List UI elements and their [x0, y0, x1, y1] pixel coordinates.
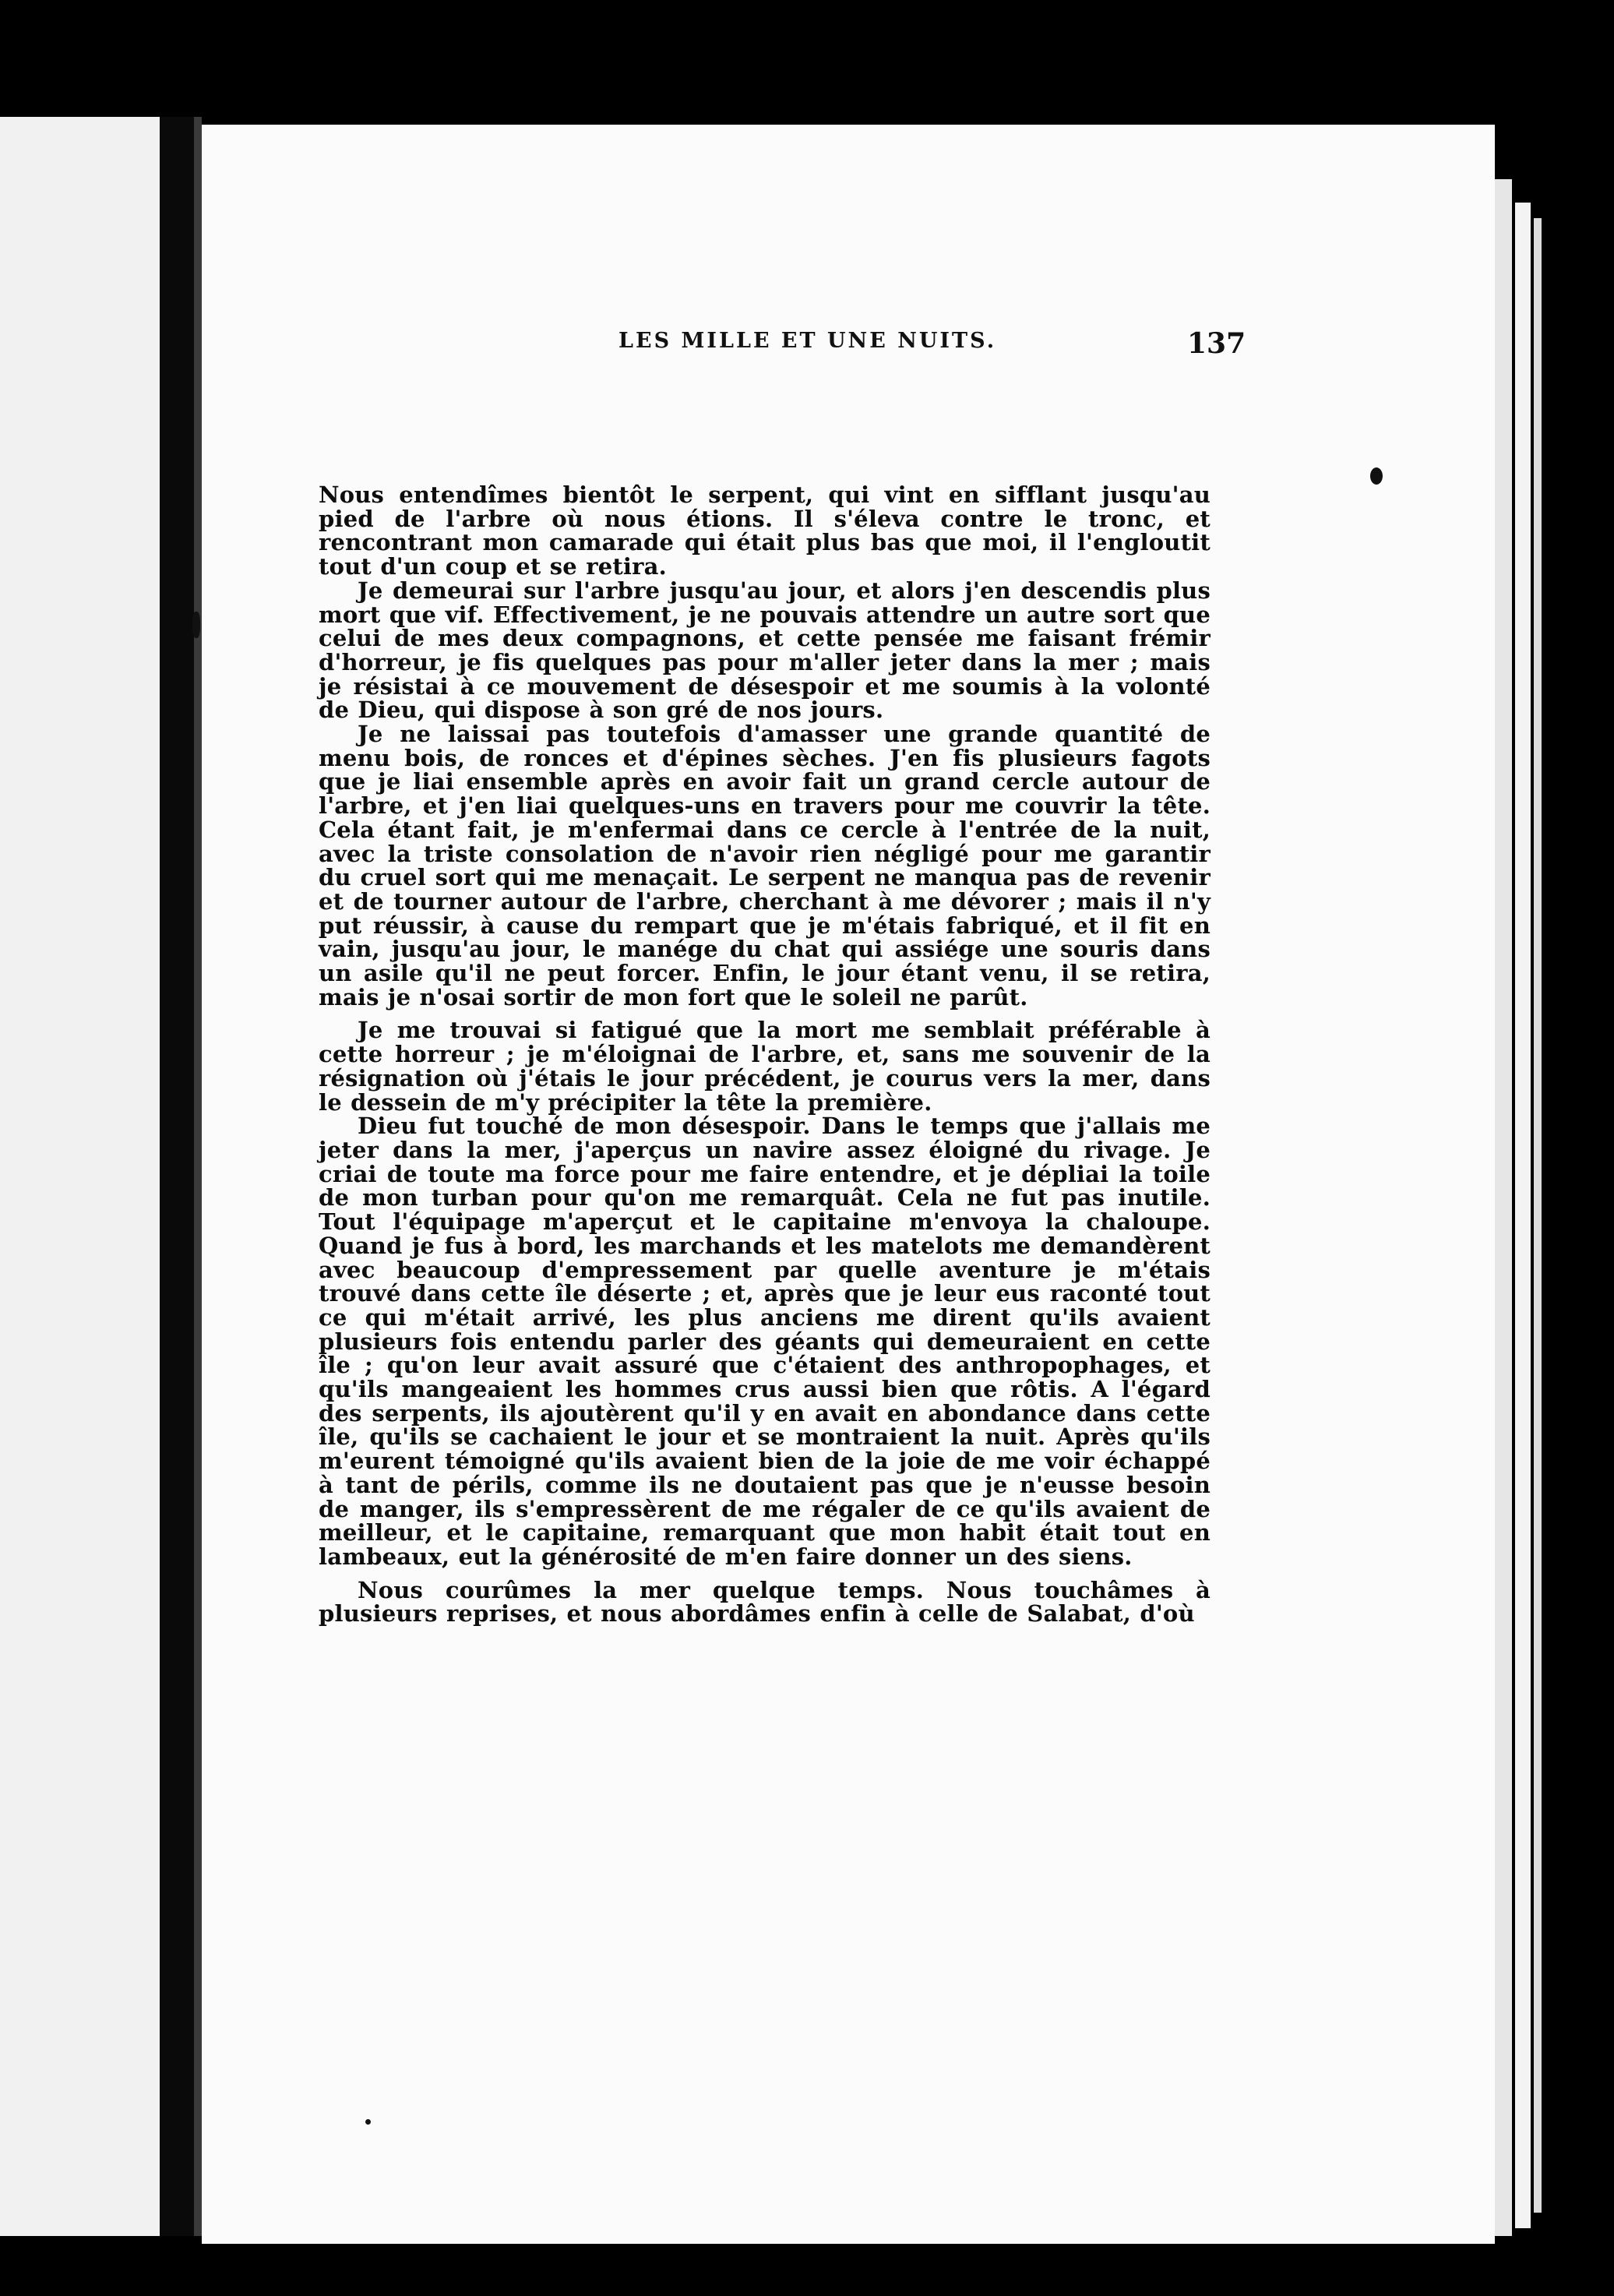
book-page [202, 125, 1495, 2244]
previous-page-edge [0, 117, 160, 2236]
page-edge [1515, 203, 1531, 2228]
ink-spot [1370, 467, 1383, 485]
paragraph: Nous courûmes la mer quelque temps. Nous touchâmes à plusieurs reprises, et nous abordâmes enfin à celle de Salabat, d'où [319, 1576, 1210, 1628]
gutter [194, 117, 202, 2236]
running-title: LES MILLE ET UNE NUITS. [618, 329, 997, 353]
page-header [202, 329, 1495, 368]
paragraph: Nous entendîmes bientôt le serpent, qui vint en sifflant jusqu'au pied de l'arbre où nous étions. Il s'éleva contre le tronc, et rencontrant mon camarade qui était plus bas que moi, il l'engloutit tout d'un coup et se retira. [319, 481, 1210, 580]
paragraph: Je me trouvai si fatigué que la mort me semblait préférable à cette horreur ; je m'éloignai de l'arbre, et, sans me souvenir de la résignation où j'étais le jour précédent, je courus vers la mer, dans le dessein de m'y précipiter la tête la première. [319, 1017, 1210, 1116]
body-text [319, 483, 1210, 1626]
paragraph: Je demeurai sur l'arbre jusqu'au jour, et alors j'en descendis plus mort que vif. Effectivement, je ne pouvais attendre un autre sort que celui de mes deux compagnons, et cette pensée me faisant frémir d'horreur, je fis quelques pas pour m'aller jeter dans la mer ; mais je résistai à ce mouvement de désespoir et me soumis à la volonté de Dieu, qui dispose à son gré de nos jours. [319, 577, 1210, 724]
page-edge [1495, 179, 1512, 2236]
page-number: 137 [1187, 327, 1246, 360]
page-edge [1534, 218, 1542, 2213]
ink-spot [365, 2119, 371, 2125]
paragraph: Je ne laissai pas toutefois d'amasser une grande quantité de menu bois, de ronces et d'épines sèches. J'en fis plusieurs fagots que je liai ensemble après en avoir fait un grand cercle autour de l'arbre, et j'en liai quelques-uns en travers pour me couvrir la tête. Cela étant fait, je m'enfermai dans ce cercle à l'entrée de la nuit, avec la triste consolation de n'avoir rien négligé pour me garantir du cruel sort qui me menaçait. Le serpent ne manqua pas de revenir et de tourner autour de l'arbre, cherchant à me dévorer ; mais il n'y put réussir, à cause du rempart que je m'étais fabriqué, et il fit en vain, jusqu'au jour, le manége du chat qui assiége une souris dans un asile qu'il ne peut forcer. Enfin, le jour étant venu, il se retira, mais je n'osai sortir de mon fort que le soleil ne parût. [319, 721, 1210, 1010]
ink-spot [192, 612, 200, 638]
paragraph: Dieu fut touché de mon désespoir. Dans le temps que j'allais me jeter dans la mer, j'aperçus un navire assez éloigné du rivage. Je criai de toute ma force pour me faire entendre, et je dépliai la toile de mon turban pour qu'on me remarquât. Cela ne fut pas inutile. Tout l'équipage m'aperçut et le capitaine m'envoya la chaloupe. Quand je fus à bord, les marchands et les matelots me demandèrent avec beaucoup d'empressement par quelle aventure je m'étais trouvé dans cette île déserte ; et, après que je leur eus raconté tout ce qui m'était arrivé, les plus anciens me dirent qu'ils avaient plusieurs fois entendu parler des géants qui demeuraient en cette île ; qu'on leur avait assuré que c'étaient des anthropophages, et qu'ils mangeaient les hommes crus aussi bien que rôtis. A l'égard des serpents, ils ajoutèrent qu'il y en avait en abondance dans cette île, qu'ils se cachaient le jour et se montraient la nuit. Après qu'ils m'eurent témoigné qu'ils avaient bien de la joie de me voir échappé à tant de périls, comme ils ne doutaient pas que je n'eusse besoin de manger, ils s'empressèrent de me régaler de ce qu'ils avaient de meilleur, et le capitaine, remarquant que mon habit était tout en lambeaux, eut la générosité de m'en faire donner un des siens. [319, 1113, 1210, 1570]
book-spine [160, 117, 194, 2236]
